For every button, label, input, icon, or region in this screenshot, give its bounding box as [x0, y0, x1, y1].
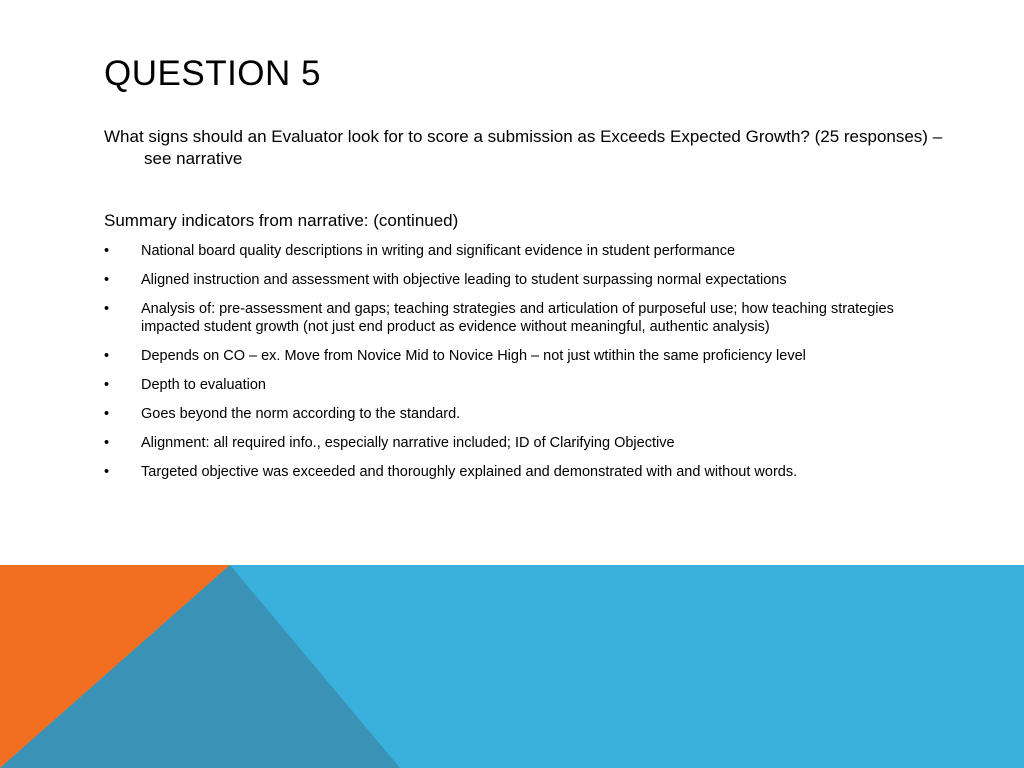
bullet-icon: • — [104, 377, 110, 393]
bullet-text: Targeted objective was exceeded and thoroughly explained and demonstrated with and without words. — [141, 464, 798, 480]
bullet-item — [104, 463, 916, 481]
bullet-icon: • — [104, 406, 110, 422]
decorative-shapes — [0, 565, 1024, 768]
bullet-icon: • — [104, 272, 110, 288]
bullet-icon: • — [104, 464, 110, 480]
bullet-icon: • — [104, 348, 110, 364]
bullet-item — [104, 405, 916, 423]
intro-question: What signs should an Evaluator look for to score a submission as Exceeds Expected Growth? (25 responses) – see narrative — [104, 127, 943, 168]
bullet-item — [104, 347, 916, 365]
summary-heading: Summary indicators from narrative: (continued) — [104, 211, 459, 230]
bullet-text: Alignment: all required info., especially narrative included; ID of Clarifying Objective — [141, 435, 675, 451]
bullet-icon: • — [104, 435, 110, 451]
bullet-item — [104, 434, 916, 452]
bullet-item — [104, 242, 916, 260]
bullet-icon: • — [104, 301, 110, 317]
slide-title: QUESTION 5 — [104, 54, 321, 93]
bullet-item — [104, 376, 916, 394]
decorative-footer — [0, 565, 1024, 768]
bullet-list — [104, 242, 916, 492]
bullet-text: Goes beyond the norm according to the standard. — [141, 406, 461, 422]
bullet-text: Aligned instruction and assessment with objective leading to student surpassing normal expectations — [141, 272, 787, 288]
bullet-item — [104, 300, 916, 336]
bullet-text: National board quality descriptions in writing and significant evidence in student performance — [141, 243, 736, 259]
bullet-icon: • — [104, 243, 110, 259]
bullet-text: Analysis of: pre-assessment and gaps; teaching strategies and articulation of purposeful use; how teaching strategies impacted student growth (not just end product as evidence without meaningful, authentic analysis) — [141, 301, 894, 335]
bullet-item — [104, 271, 916, 289]
bullet-text: Depends on CO – ex. Move from Novice Mid to Novice High – not just wtithin the same proficiency level — [141, 348, 806, 364]
bullet-text: Depth to evaluation — [141, 377, 266, 393]
